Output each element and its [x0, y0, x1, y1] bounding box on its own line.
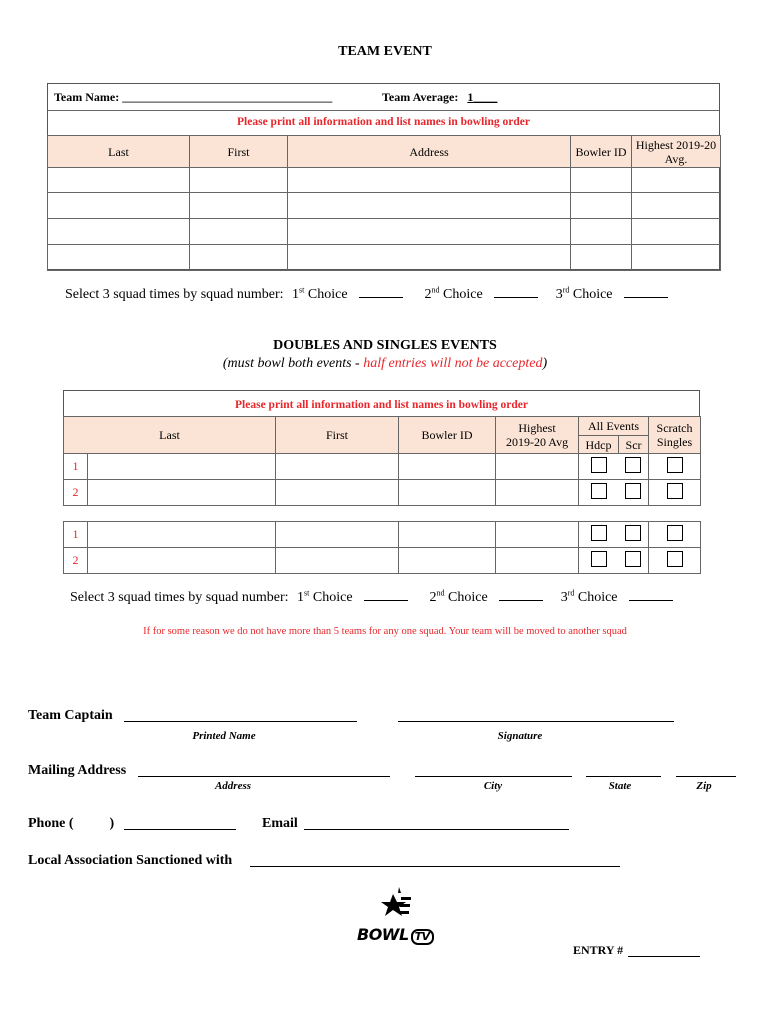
squad-prompt: Select 3 squad times by squad number: [70, 590, 289, 605]
row-number: 2 [64, 548, 88, 574]
team-average-label: Team Average: [382, 90, 459, 104]
table-row[interactable] [48, 219, 721, 245]
table-row[interactable] [64, 454, 701, 480]
page-title: TEAM EVENT [338, 44, 432, 59]
zip-caption: Zip [696, 780, 712, 792]
choice-2-input[interactable] [499, 588, 543, 601]
choice-1-input[interactable] [359, 285, 403, 298]
local-association-input[interactable] [250, 866, 620, 867]
entry-number-input[interactable] [628, 956, 700, 957]
printed-name-input[interactable] [124, 721, 357, 722]
col-bowler-id: Bowler ID [571, 136, 632, 168]
table-row[interactable] [48, 168, 721, 193]
email-input[interactable] [304, 829, 569, 830]
scr-checkbox[interactable] [625, 551, 641, 567]
hdcp-checkbox[interactable] [591, 551, 607, 567]
row-number: 2 [64, 480, 88, 506]
team-instruction: Please print all information and list names in bowling order [237, 116, 530, 128]
team-average-field[interactable] [382, 90, 497, 105]
team-table-header [48, 136, 721, 168]
city-input[interactable] [415, 776, 572, 777]
hdcp-checkbox[interactable] [591, 457, 607, 473]
col-scr: Scr [619, 436, 649, 454]
scr-checkbox[interactable] [625, 525, 641, 541]
team-name-field[interactable]: Team Name: ___________________________________ [54, 90, 333, 104]
table-row[interactable] [64, 548, 701, 574]
team-squad-select: Select 3 squad times by squad number: 1st Choice 2nd Choice 3rd Choice [65, 285, 668, 303]
table-row[interactable] [64, 480, 701, 506]
doubles-table-1 [63, 416, 701, 506]
email-label: Email [262, 816, 298, 831]
squad-prompt: Select 3 squad times by squad number: [65, 287, 284, 302]
col-all-events: All Events [579, 417, 649, 436]
team-average-value: 1 [467, 90, 474, 104]
local-association-label: Local Association Sanctioned with [28, 853, 233, 868]
doubles-squad-select: Select 3 squad times by squad number: 1st Choice 2nd Choice 3rd Choice [70, 588, 673, 606]
col-bowler-id: Bowler ID [399, 417, 496, 454]
printed-name-caption: Printed Name [192, 730, 256, 742]
doubles-table-2 [63, 521, 701, 574]
team-captain-label: Team Captain [28, 708, 113, 723]
col-highest-avg: Highest 2019-20 Avg. [632, 136, 721, 168]
squad-notice: If for some reason we do not have more than 5 teams for any one squad. Your team will be moved to another squad [143, 626, 627, 637]
doubles-subtitle: (must bowl both events - half entries will not be accepted) [222, 356, 548, 371]
col-first: First [276, 417, 399, 454]
col-last: Last [48, 136, 190, 168]
col-scratch-singles: Scratch Singles [649, 417, 701, 454]
table-row[interactable] [48, 245, 721, 271]
table-row[interactable] [48, 193, 721, 219]
col-address: Address [288, 136, 571, 168]
state-input[interactable] [586, 776, 661, 777]
scratch-singles-checkbox[interactable] [667, 551, 683, 567]
choice-3-input[interactable] [624, 285, 668, 298]
hdcp-checkbox[interactable] [591, 483, 607, 499]
doubles-header-row [64, 417, 701, 436]
signature-caption: Signature [497, 730, 543, 742]
scratch-singles-checkbox[interactable] [667, 483, 683, 499]
col-hdcp: Hdcp [579, 436, 619, 454]
hdcp-checkbox[interactable] [591, 525, 607, 541]
doubles-instruction-box [63, 390, 700, 417]
bowltv-logo [355, 885, 447, 947]
row-number: 1 [64, 454, 88, 480]
choice-2-input[interactable] [494, 285, 538, 298]
address-input[interactable] [138, 776, 390, 777]
row-number: 1 [64, 522, 88, 548]
scratch-singles-checkbox[interactable] [667, 525, 683, 541]
logo-text: BOWL TV [357, 925, 434, 945]
phone-label: Phone ( ) [28, 816, 115, 831]
state-caption: State [608, 780, 632, 792]
city-caption: City [483, 780, 503, 792]
team-event-section [47, 83, 720, 270]
choice-3-input[interactable] [629, 588, 673, 601]
entry-label: ENTRY # [573, 943, 624, 957]
doubles-instruction: Please print all information and list names in bowling order [235, 399, 528, 411]
mailing-address-label: Mailing Address [28, 763, 127, 778]
address-caption: Address [214, 780, 252, 792]
doubles-title: DOUBLES AND SINGLES EVENTS [273, 338, 497, 353]
col-first: First [190, 136, 288, 168]
scratch-singles-checkbox[interactable] [667, 457, 683, 473]
phone-input[interactable] [124, 829, 236, 830]
scr-checkbox[interactable] [625, 457, 641, 473]
scr-checkbox[interactable] [625, 483, 641, 499]
col-last: Last [64, 417, 276, 454]
table-row[interactable] [64, 522, 701, 548]
col-highest-avg: Highest 2019-20 Avg [496, 417, 579, 454]
team-average-tail: ____ [473, 90, 498, 104]
choice-1-input[interactable] [364, 588, 408, 601]
zip-input[interactable] [676, 776, 736, 777]
team-roster-table [47, 135, 721, 271]
signature-input[interactable] [398, 721, 674, 722]
